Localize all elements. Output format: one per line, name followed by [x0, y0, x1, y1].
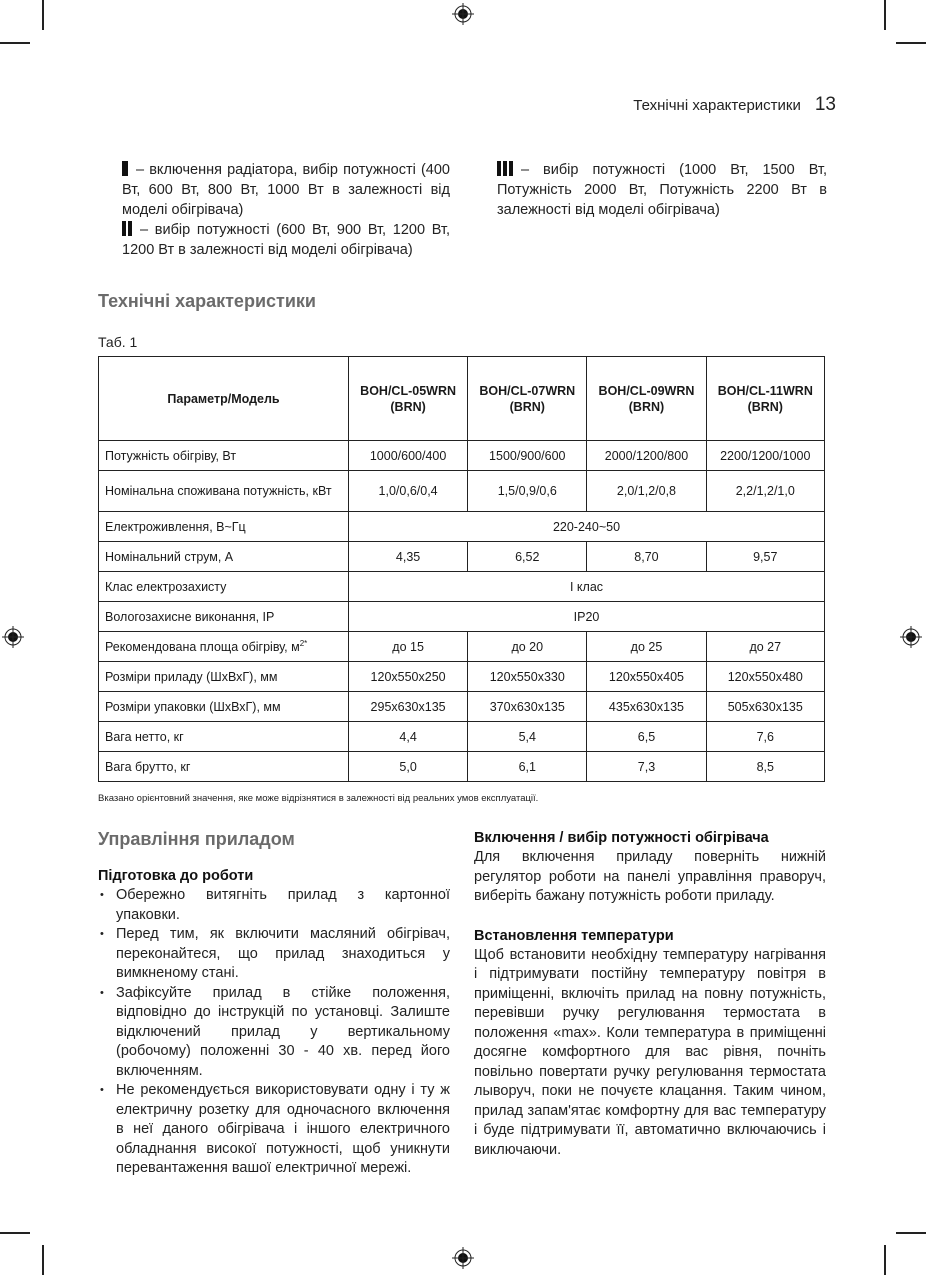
power-on-title: Включення / вибір потужності обігрівача: [474, 830, 769, 846]
column-header-model: BOH/CL-09WRN (BRN): [587, 357, 706, 441]
specs-table: [98, 356, 825, 782]
three-bars-icon: [497, 161, 513, 176]
table-footnote: Вказано орієнтовний значення, яке може відрізнятися в залежності від реальних умов експлуатації.: [98, 793, 539, 804]
crop-mark: [884, 0, 886, 30]
table-row: Вологозахисне виконання, IP IP20: [99, 602, 825, 632]
control-heading: Управління приладом: [98, 829, 295, 849]
table-row: Розміри приладу (ШхВхГ), мм 120x550x250 120x550x330 120x550x405 120x550x480: [99, 662, 825, 692]
mode-2-description: – вибір потужності (600 Вт, 900 Вт, 1200 Вт, 1200 Вт в залежності від моделі обігрівача): [122, 222, 450, 258]
page-number: 13: [814, 94, 836, 115]
column-header-model: BOH/CL-05WRN (BRN): [349, 357, 468, 441]
table-row: Вага брутто, кг 5,0 6,1 7,3 8,5: [99, 752, 825, 782]
list-item: • Не рекомендується використовувати одну і ту ж електричну розетку для одночасного включення в неї даного обігрівача і іншого електричного обладнання високої потужності, щоб уникнути перевантаження вашої електричної мережі.: [98, 1081, 450, 1179]
crop-mark: [0, 1232, 30, 1234]
table-row: Рекомендована площа обігріву, $м^{2*}$ до 15 до 20 до 25 до 27: [99, 632, 825, 662]
intro-right-column: [497, 160, 827, 220]
table-row: Потужність обігріву, Вт 1000/600/400 1500/900/600 2000/1200/800 2200/1200/1000: [99, 441, 825, 471]
table-row: Номінальна споживана потужність, кВт 1,0/0,6/0,4 1,5/0,9/0,6 2,0/1,2/0,8 2,2/1,2/1,0: [99, 471, 825, 512]
table-row: Вага нетто, кг 4,4 5,4 6,5 7,6: [99, 722, 825, 752]
list-item: • Перед тим, як включити масляний обігрівач, переконайтеся, що прилад знаходиться у вимкненому стані.: [98, 925, 450, 984]
preparation-list: [98, 886, 450, 1179]
crop-mark: [42, 1245, 44, 1275]
column-header-model: BOH/CL-11WRN (BRN): [706, 357, 824, 441]
list-item: • Обережно витягніть прилад з картонної упаковки.: [98, 886, 450, 925]
crop-mark: [896, 42, 926, 44]
column-header-parameter: Параметр/Модель: [99, 357, 349, 441]
table-label: Таб. 1: [98, 334, 138, 350]
crop-mark: [884, 1245, 886, 1275]
registration-mark-icon: [452, 3, 474, 25]
crop-mark: [42, 0, 44, 30]
running-header: [633, 94, 836, 116]
table-row: Електроживлення, В~Гц 220-240~50: [99, 512, 825, 542]
preparation-section: [98, 868, 450, 1179]
temperature-text: Щоб встановити необхідну температуру нагрівання і підтримувати постійну температуру повітря в приміщенні, включіть прилад на повну потужність, перевівши ручку регулювання термостата в положення «max». Коли температура в приміщенні досягне комфортного для вас рівня, почніть повільно повертати ручку регулювання термостата лыворуч, поки не почуєте клацання. Таким чином, прилад запам'ятає комфортну для вас температуру і буде підтримувати її, автоматично включаючись і виключаючи.: [474, 946, 826, 1158]
column-header-model: BOH/CL-07WRN (BRN): [468, 357, 587, 441]
table-header-row: [99, 357, 825, 441]
table-row: Розміри упаковки (ШхВхГ), мм 295x630x135 370x630x135 435x630x135 505x630x135: [99, 692, 825, 722]
power-on-text: Для включення приладу поверніть нижній регулятор роботи на панелі управління праворуч, виберіть бажану потужність роботи приладу.: [474, 849, 826, 904]
table-row: Номінальний струм, А 4,35 6,52 8,70 9,57: [99, 542, 825, 572]
control-right-column: [474, 830, 826, 1160]
temperature-title: Встановлення температури: [474, 927, 674, 944]
registration-mark-icon: [900, 626, 922, 648]
specs-heading: Технічні характеристики: [98, 291, 316, 311]
one-bar-icon: [122, 161, 128, 176]
two-bars-icon: [122, 221, 132, 236]
registration-mark-icon: [2, 626, 24, 648]
intro-left-column: [122, 160, 450, 260]
mode-1-description: – включення радіатора, вибір потужності (400 Вт, 600 Вт, 800 Вт, 1000 Вт в залежності від моделі обігрівача): [122, 162, 450, 218]
crop-mark: [0, 42, 30, 44]
crop-mark: [896, 1232, 926, 1234]
preparation-title: Підготовка до роботи: [98, 868, 254, 884]
table-row: Клас електрозахисту I клас: [99, 572, 825, 602]
registration-mark-icon: [452, 1247, 474, 1269]
mode-3-description: – вибір потужності (1000 Вт, 1500 Вт, Потужність 2000 Вт, Потужність 2200 Вт в залежності від моделі обігрівача): [497, 162, 827, 218]
running-title: Технічні характеристики: [633, 97, 801, 114]
list-item: • Зафіксуйте прилад в стійке положення, відповідно до інструкцій по установці. Залиште відключений прилад у вертикальному (робочому) положенні 30 - 40 хв. перед його включенням.: [98, 984, 450, 1082]
